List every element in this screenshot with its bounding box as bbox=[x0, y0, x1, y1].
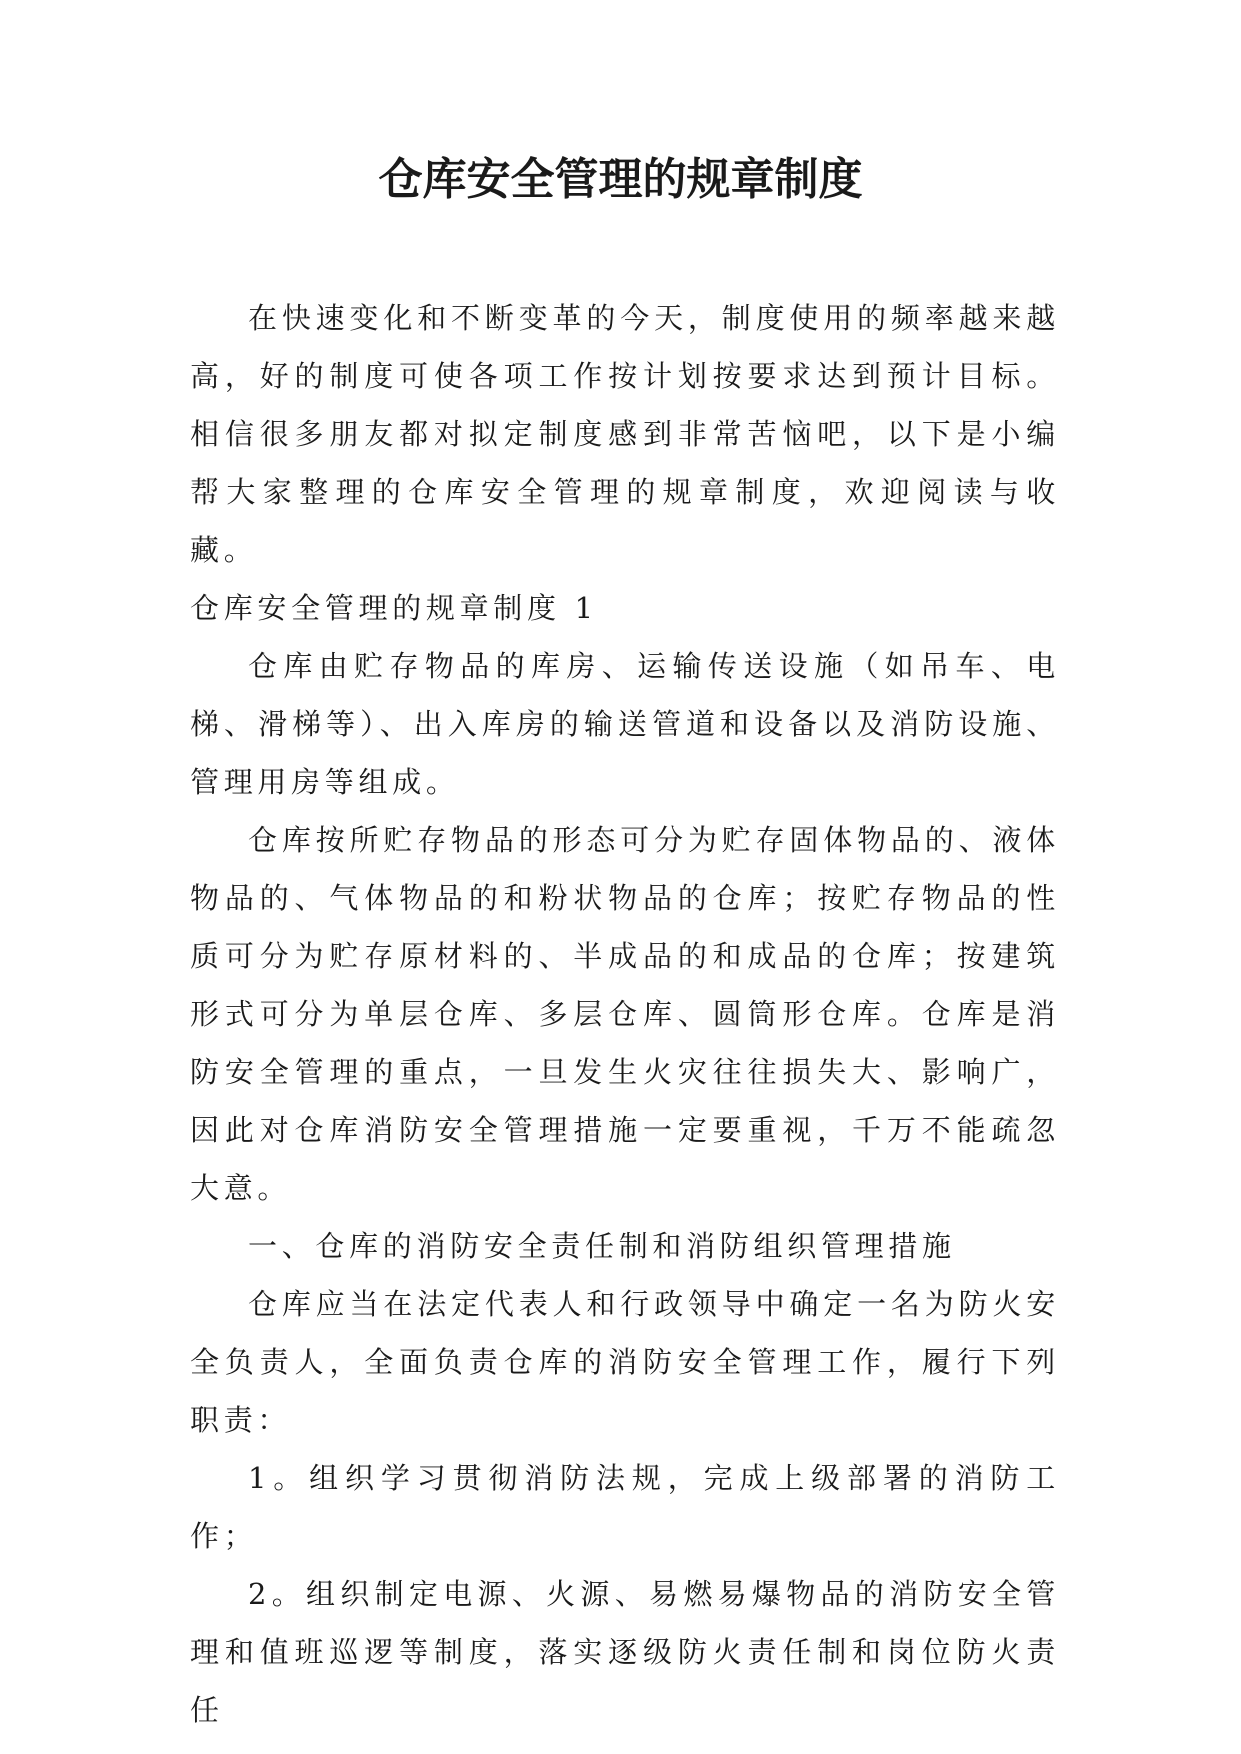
section-heading: 仓库安全管理的规章制度 1 bbox=[190, 591, 598, 625]
intro-paragraph: 在快速变化和不断变革的今天，制度使用的频率越来越高，好的制度可使各项工作按计划按要求达到预计目标。相信很多朋友都对拟定制度感到非常苦恼吧，以下是小编帮大家整理的仓库安全管理的规章制度，欢迎阅读与收藏。 bbox=[190, 301, 1060, 567]
document-title: 仓库安全管理的规章制度 bbox=[378, 154, 863, 205]
body-paragraph: 仓库按所贮存物品的形态可分为贮存固体物品的、液体物品的、气体物品的和粉状物品的仓库；按贮存物品的性质可分为贮存原材料的、半成品的和成品的仓库；按建筑形式可分为单层仓库、多层仓库、圆筒形仓库。仓库是消防安全管理的重点，一旦发生火灾往往损失大、影响广，因此对仓库消防安全管理措施一定要重视，千万不能疏忽大意。 bbox=[190, 823, 1060, 1205]
list-item: 1。组织学习贯彻消防法规，完成上级部署的消防工作； bbox=[190, 1461, 1060, 1553]
body-paragraph: 仓库应当在法定代表人和行政领导中确定一名为防火安全负责人，全面负责仓库的消防安全管理工作，履行下列职责： bbox=[190, 1287, 1060, 1437]
body-paragraph: 仓库由贮存物品的库房、运输传送设施（如吊车、电梯、滑梯等）、出入库房的输送管道和设备以及消防设施、管理用房等组成。 bbox=[190, 649, 1060, 799]
subsection-heading: 一、仓库的消防安全责任制和消防组织管理措施 bbox=[248, 1229, 956, 1263]
list-item: 2。组织制定电源、火源、易燃易爆物品的消防安全管理和值班巡逻等制度，落实逐级防火责任制和岗位防火责任 bbox=[190, 1577, 1060, 1727]
section-1 bbox=[190, 579, 1060, 1739]
intro-block bbox=[190, 289, 1060, 579]
